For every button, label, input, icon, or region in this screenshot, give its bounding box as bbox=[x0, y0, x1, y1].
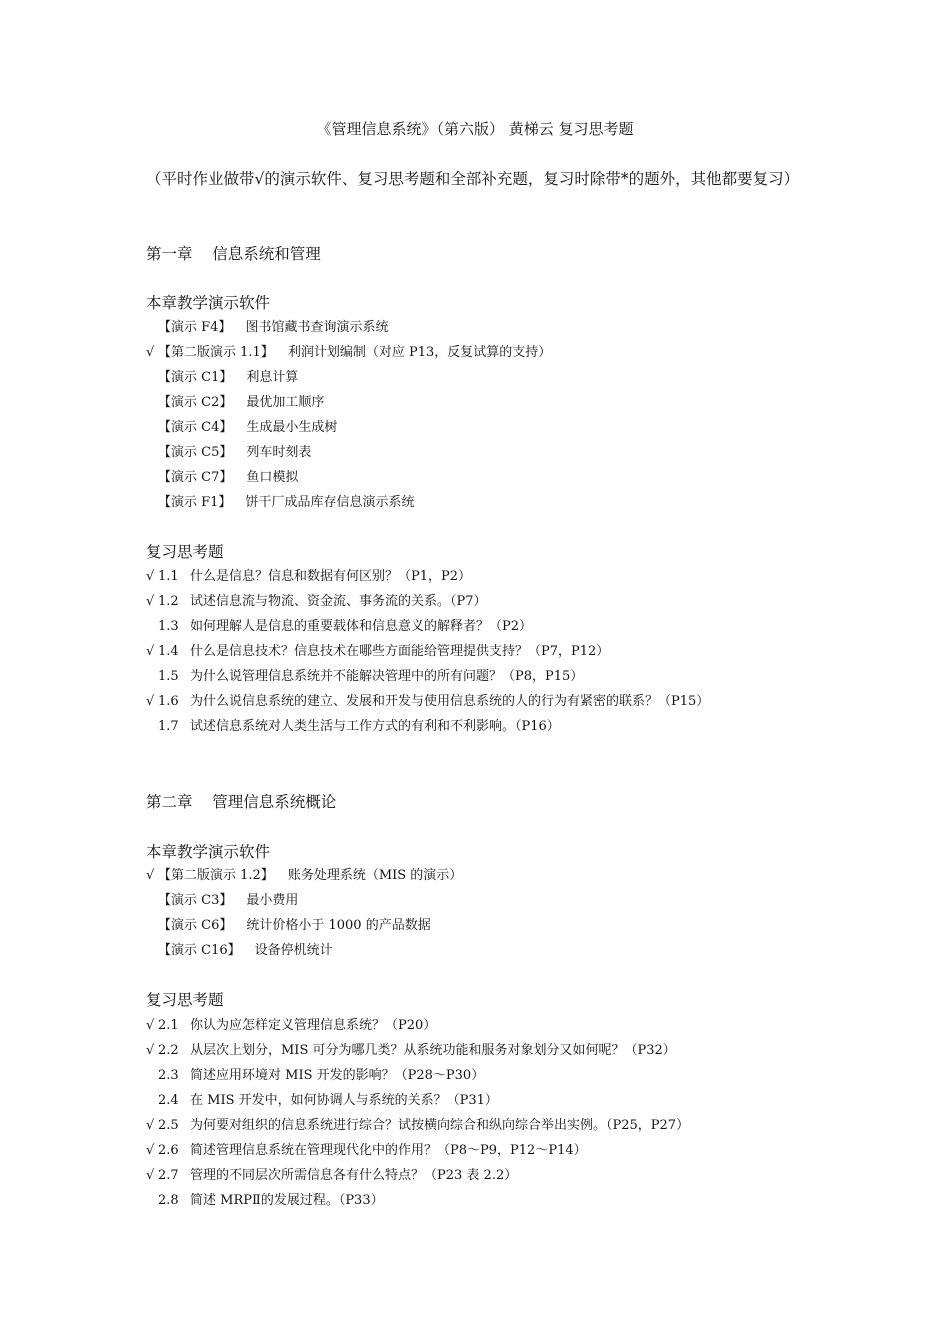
question-text: 你认为应怎样定义管理信息系统？（P20） bbox=[190, 1018, 437, 1033]
question-item bbox=[146, 717, 560, 737]
checkmark: √ bbox=[146, 1118, 155, 1133]
demo-item bbox=[146, 318, 388, 338]
question-number: 2.6 bbox=[158, 1143, 179, 1158]
question-text: 为什么说管理信息系统并不能解决管理中的所有问题？（P8，P15） bbox=[190, 669, 584, 684]
question-text: 试述信息流与物流、资金流、事务流的关系。（P7） bbox=[190, 594, 487, 609]
chapter-2-heading: 第二章 管理信息系统概论 bbox=[146, 793, 337, 811]
demo-code: 【第二版演示 1.2】 bbox=[158, 868, 274, 883]
question-item bbox=[146, 1066, 484, 1086]
checkmark: √ bbox=[146, 868, 155, 883]
question-text: 在 MIS 开发中，如何协调人与系统的关系？（P31） bbox=[190, 1093, 498, 1108]
question-text: 如何理解人是信息的重要载体和信息意义的解释者？（P2） bbox=[190, 619, 533, 634]
demo-title: 图书馆藏书查询演示系统 bbox=[245, 320, 389, 335]
demo-title: 统计价格小于 1000 的产品数据 bbox=[246, 918, 431, 933]
demo-code: 【演示 C3】 bbox=[158, 893, 233, 908]
checkmark: √ bbox=[146, 1143, 155, 1158]
question-number: 2.4 bbox=[158, 1093, 179, 1108]
question-text: 简述管理信息系统在管理现代化中的作用？（P8～P9，P12～P14） bbox=[190, 1143, 587, 1158]
demo-title: 饼干厂成品库存信息演示系统 bbox=[245, 495, 415, 510]
question-text: 什么是信息技术？信息技术在哪些方面能给管理提供支持？（P7，P12） bbox=[190, 644, 610, 659]
question-number: 1.5 bbox=[158, 669, 179, 684]
question-text: 为何要对组织的信息系统进行综合？试按横向综合和纵向综合举出实例。（P25，P27） bbox=[190, 1118, 690, 1133]
checkmark: √ bbox=[146, 644, 155, 659]
question-number: 2.1 bbox=[158, 1018, 179, 1033]
demo-title: 列车时刻表 bbox=[246, 445, 312, 460]
question-item bbox=[146, 1016, 436, 1036]
question-number: 2.2 bbox=[158, 1043, 179, 1058]
question-item bbox=[146, 642, 609, 662]
question-item bbox=[146, 567, 471, 587]
demo-code: 【演示 C2】 bbox=[158, 395, 233, 410]
chapter-2-question-heading: 复习思考题 bbox=[146, 991, 224, 1009]
demo-code: 【演示 C16】 bbox=[158, 943, 241, 958]
demo-item bbox=[146, 891, 298, 911]
question-number: 1.6 bbox=[158, 694, 179, 709]
demo-title: 鱼口模拟 bbox=[246, 470, 299, 485]
document-title: 《管理信息系统》（第六版） 黄梯云 复习思考题 bbox=[316, 120, 634, 138]
question-number: 1.4 bbox=[158, 644, 179, 659]
question-item bbox=[146, 617, 532, 637]
chapter-1-heading: 第一章 信息系统和管理 bbox=[146, 245, 321, 263]
demo-code: 【演示 C5】 bbox=[158, 445, 233, 460]
question-item bbox=[146, 1091, 498, 1111]
chapter-1-question-heading: 复习思考题 bbox=[146, 543, 224, 561]
demo-item bbox=[146, 418, 337, 438]
chapter-1-demo-heading: 本章教学演示软件 bbox=[146, 294, 271, 312]
demo-code: 【演示 C7】 bbox=[158, 470, 233, 485]
question-text: 从层次上划分，MIS 可分为哪几类？从系统功能和服务对象划分又如何呢？（P32） bbox=[190, 1043, 676, 1058]
demo-title: 利润计划编制（对应 P13，反复试算的支持） bbox=[287, 345, 552, 360]
demo-item bbox=[146, 916, 431, 936]
demo-item bbox=[146, 493, 414, 513]
demo-item bbox=[146, 343, 551, 363]
question-item bbox=[146, 1191, 384, 1211]
study-note: （平时作业做带√的演示软件、复习思考题和全部补充题，复习时除带*的题外，其他都要复习） bbox=[146, 170, 800, 188]
demo-code: 【演示 C4】 bbox=[158, 420, 233, 435]
demo-item bbox=[146, 443, 311, 463]
checkmark: √ bbox=[146, 1018, 155, 1033]
demo-title: 最优加工顺序 bbox=[246, 395, 325, 410]
question-item bbox=[146, 1166, 517, 1186]
demo-item bbox=[146, 468, 298, 488]
demo-item bbox=[146, 368, 298, 388]
demo-code: 【演示 F4】 bbox=[158, 320, 232, 335]
checkmark: √ bbox=[146, 345, 155, 360]
question-text: 简述应用环境对 MIS 开发的影响？（P28～P30） bbox=[190, 1068, 485, 1083]
demo-title: 设备停机统计 bbox=[254, 943, 333, 958]
question-number: 1.7 bbox=[158, 719, 179, 734]
demo-code: 【演示 C6】 bbox=[158, 918, 233, 933]
question-text: 简述 MRPⅡ的发展过程。（P33） bbox=[190, 1193, 384, 1208]
checkmark: √ bbox=[146, 1043, 155, 1058]
question-text: 试述信息系统对人类生活与工作方式的有利和不利影响。（P16） bbox=[190, 719, 560, 734]
question-number: 2.8 bbox=[158, 1193, 179, 1208]
question-item bbox=[146, 1141, 587, 1161]
checkmark: √ bbox=[146, 1168, 155, 1183]
question-item bbox=[146, 1041, 676, 1061]
demo-code: 【演示 F1】 bbox=[158, 495, 232, 510]
demo-code: 【第二版演示 1.1】 bbox=[158, 345, 274, 360]
demo-title: 利息计算 bbox=[246, 370, 299, 385]
question-number: 1.3 bbox=[158, 619, 179, 634]
question-item bbox=[146, 667, 583, 687]
question-number: 2.7 bbox=[158, 1168, 179, 1183]
chapter-2-demo-heading: 本章教学演示软件 bbox=[146, 843, 271, 861]
demo-item bbox=[146, 393, 324, 413]
question-item bbox=[146, 592, 487, 612]
question-text: 为什么说信息系统的建立、发展和开发与使用信息系统的人的行为有紧密的联系？（P15） bbox=[190, 694, 710, 709]
checkmark: √ bbox=[146, 594, 155, 609]
question-number: 1.1 bbox=[158, 569, 179, 584]
question-item bbox=[146, 692, 709, 712]
demo-title: 最小费用 bbox=[246, 893, 299, 908]
demo-title: 账务处理系统（MIS 的演示） bbox=[287, 868, 463, 883]
checkmark: √ bbox=[146, 694, 155, 709]
question-text: 管理的不同层次所需信息各有什么特点？（P23 表 2.2） bbox=[190, 1168, 518, 1183]
question-number: 1.2 bbox=[158, 594, 179, 609]
question-item bbox=[146, 1116, 689, 1136]
demo-item bbox=[146, 941, 333, 961]
question-number: 2.3 bbox=[158, 1068, 179, 1083]
question-text: 什么是信息？信息和数据有何区别？（P1，P2） bbox=[190, 569, 472, 584]
demo-item bbox=[146, 866, 462, 886]
checkmark: √ bbox=[146, 569, 155, 584]
question-number: 2.5 bbox=[158, 1118, 179, 1133]
demo-title: 生成最小生成树 bbox=[246, 420, 338, 435]
demo-code: 【演示 C1】 bbox=[158, 370, 233, 385]
